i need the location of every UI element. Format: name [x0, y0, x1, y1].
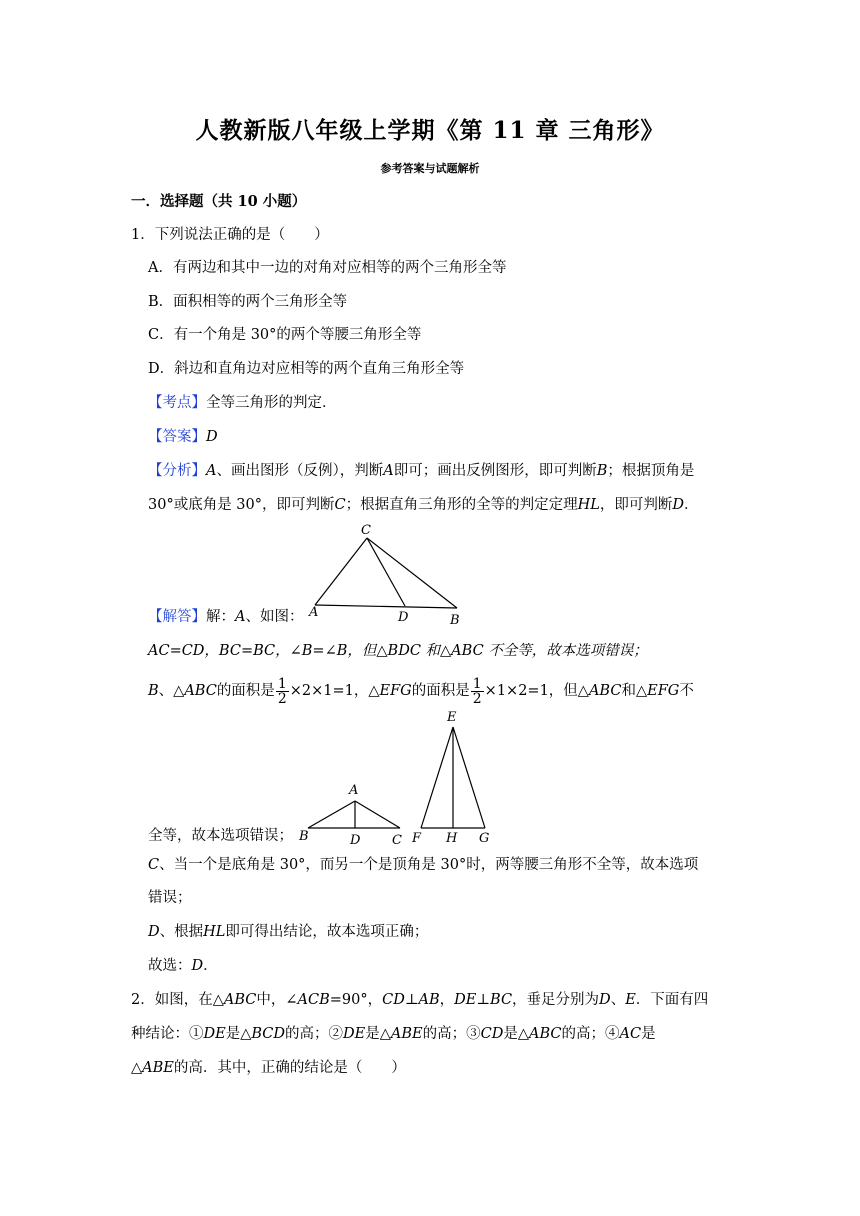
text: ⊥	[404, 992, 419, 1008]
text: A	[383, 463, 394, 479]
text: ABC	[529, 1026, 562, 1042]
text: ．下面有四	[635, 992, 709, 1008]
text: ACB	[297, 992, 330, 1008]
text: EFG	[379, 683, 412, 699]
q1-line-c	[148, 855, 698, 875]
text: D	[672, 497, 685, 513]
q1-choice	[148, 956, 218, 976]
text: ，即可判断	[599, 497, 673, 513]
label-e: E	[447, 710, 457, 725]
text: AC	[619, 1026, 642, 1042]
text: ×2×1=1，△	[289, 683, 380, 699]
q1-line-b	[148, 676, 694, 706]
text: ．	[203, 958, 218, 974]
page-subtitle: 参考答案与试题解析	[380, 162, 480, 175]
figure-triangles-abc-efg	[296, 705, 496, 850]
q1-answer	[148, 427, 218, 447]
text: HL	[203, 924, 226, 940]
text: 的高．其中，正确的结论是（ ）	[173, 1060, 406, 1076]
text: 是△	[503, 1026, 530, 1042]
text: 、根据	[159, 924, 204, 940]
answer-text: D	[206, 429, 218, 445]
text: =90°，	[329, 992, 383, 1008]
text: 是△	[365, 1026, 391, 1042]
q1-solution	[148, 607, 303, 627]
q1-line-acd: AC=CD，BC=BC，∠B=∠B，但△BDC 和△ABC 不全等，故本选项错误；	[148, 643, 648, 659]
label-b: B	[299, 829, 309, 844]
text: C	[148, 857, 160, 873]
text: ×1×2=1，但△	[484, 683, 589, 699]
text: ；根据直角三角形的全等的判定定理	[345, 497, 578, 513]
label-c: C	[361, 523, 371, 538]
text: BC	[490, 992, 513, 1008]
text: 的高；②	[285, 1026, 344, 1042]
q1-line-not-congruent: 全等，故本选项错误；	[148, 828, 293, 844]
text: 是	[641, 1026, 656, 1042]
text: 中，∠	[256, 992, 298, 1008]
q1-analysis-line2	[148, 495, 699, 515]
text: 2．如图，在△	[131, 992, 224, 1008]
text: B	[596, 463, 608, 479]
label-d: D	[350, 833, 361, 848]
fraction-half	[276, 677, 289, 706]
text: 不	[679, 683, 694, 699]
text: EFG	[647, 683, 680, 699]
text: 、画出图形（反例），判断	[216, 463, 384, 479]
text: 的高；④	[561, 1026, 620, 1042]
text: ；根据顶角是	[607, 463, 695, 479]
text: E	[625, 992, 636, 1008]
q1-kaodian	[148, 393, 337, 413]
text: CD	[480, 1026, 504, 1042]
label-g: G	[479, 831, 490, 846]
q1-option-c: C．有一个角是 30°的两个等腰三角形全等	[148, 327, 422, 343]
text: AB	[418, 992, 440, 1008]
text: 和△	[621, 683, 648, 699]
q1-option-a: A．有两边和其中一边的对角对应相等的两个三角形全等	[148, 260, 507, 276]
text: 2	[277, 690, 287, 707]
text: 的面积是	[216, 683, 275, 699]
text: 1	[277, 675, 287, 692]
text: ⊥	[476, 992, 491, 1008]
analysis-tag: 【分析】	[148, 463, 206, 479]
text: ABC	[223, 992, 257, 1008]
label-f: F	[412, 831, 422, 846]
q1-stem: 1．下列说法正确的是（ ）	[131, 227, 329, 243]
label-a: A	[349, 783, 359, 798]
text: 、当一个是底角是 30°，而另一个是顶角是 30°时，两等腰三角形不全等，故本选项	[159, 857, 699, 873]
text: BCD	[251, 1026, 286, 1042]
text: CD	[382, 992, 405, 1008]
text: 是△	[225, 1026, 252, 1042]
label-a: A	[309, 605, 319, 620]
label-b: B	[450, 613, 460, 628]
q1-analysis-line1	[148, 461, 694, 481]
q1-line-c-cont: 错误；	[148, 890, 192, 906]
q2-line1	[131, 990, 708, 1010]
text: 的高；③	[422, 1026, 481, 1042]
label-h: H	[446, 831, 458, 846]
q2-line2	[131, 1024, 656, 1044]
text: ，	[439, 992, 455, 1008]
text: 故选：	[148, 958, 192, 974]
kaodian-tag: 【考点】	[148, 395, 206, 411]
label-c: C	[392, 833, 402, 848]
text: 即可得出结论，故本选项正确；	[225, 924, 429, 940]
text: 1	[472, 675, 482, 692]
text: A	[206, 463, 217, 479]
text: DE	[203, 1026, 226, 1042]
text: 30°或底角是 30°，即可判断	[148, 497, 335, 513]
answer-tag: 【答案】	[148, 429, 206, 445]
text: 2	[472, 690, 482, 707]
kaodian-text: 全等三角形的判定．	[206, 395, 337, 411]
q1-option-d: D．斜边和直角边对应相等的两个直角三角形全等	[148, 361, 465, 377]
fraction-half	[471, 677, 484, 706]
text: ABE	[142, 1060, 174, 1076]
text: 即可；画出反例图形，即可判断	[393, 463, 597, 479]
text: 解：	[206, 609, 235, 625]
text: ．	[684, 497, 699, 513]
q2-line3	[131, 1058, 406, 1078]
figure-triangle-acd	[300, 520, 475, 630]
text: 的面积是	[411, 683, 470, 699]
text: A	[235, 609, 246, 625]
text: D	[599, 992, 611, 1008]
text: 、	[610, 992, 626, 1008]
section-heading: 一．选择题（共 10 小题）	[131, 193, 307, 210]
text: D	[191, 958, 204, 974]
q1-line-d	[148, 922, 428, 942]
label-d: D	[398, 610, 409, 625]
text: B	[148, 683, 159, 699]
text: ABC	[588, 683, 622, 699]
text: ABE	[390, 1026, 423, 1042]
q1-option-b: B．面积相等的两个三角形全等	[148, 294, 348, 310]
text: 、如图：	[245, 609, 304, 625]
text: 、△	[158, 683, 185, 699]
page-title: 人教新版八年级上学期《第 11 章 三角形》	[195, 117, 665, 144]
text: 种结论：①	[131, 1026, 204, 1042]
text: D	[148, 924, 160, 940]
text: DE	[454, 992, 477, 1008]
text: HL	[577, 497, 600, 513]
text: DE	[343, 1026, 366, 1042]
text: ，垂足分别为	[512, 992, 600, 1008]
text: △	[131, 1060, 143, 1076]
text: ABC	[184, 683, 217, 699]
text: C	[334, 497, 346, 513]
solution-tag: 【解答】	[148, 609, 206, 625]
